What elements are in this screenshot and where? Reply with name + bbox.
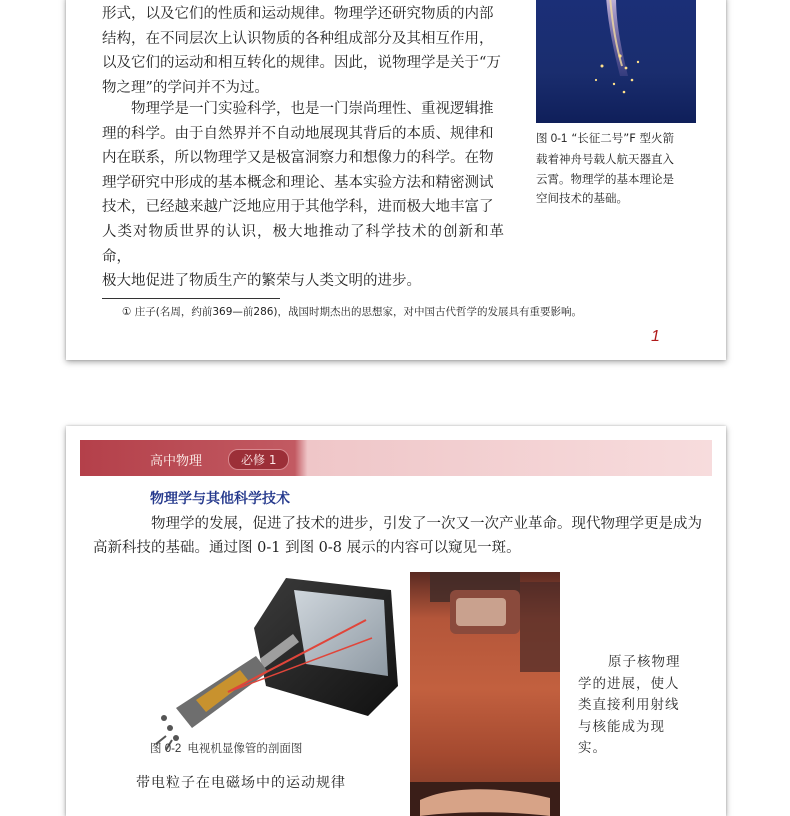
text-line: 物理学的发展，促进了技术的进步，引发了一次又一次产业革命。现代物理学更是成为: [151, 516, 702, 532]
textbook-page-2: [66, 426, 726, 816]
text-line: 结构，在不同层次上认识物质的各种组成部分及其相互作用，: [102, 30, 494, 47]
text-line: 技术，已经越来越广泛地应用于其他学科，进而极大地丰富了: [102, 199, 494, 216]
figure-number: 图 0-1: [536, 133, 568, 145]
caption-line: 原子核物理: [608, 654, 681, 670]
caption-line: [536, 129, 706, 150]
text-line: 高新科技的基础。通过图 0-1 到图 0-8 展示的内容可以窥见一斑。: [93, 540, 521, 556]
caption-line: 类直接利用射线: [578, 697, 680, 713]
footnote: ① 庄子(名周，约前369—前286)，战国时期杰出的思想家，对中国古代哲学的发展具有重要影响。: [122, 306, 583, 318]
text-line: 以及它们的运动和相互转化的规律。因此，说物理学是关于“万: [102, 55, 501, 72]
paragraph-experimental-science: [102, 97, 504, 294]
caption-line: 载着神舟号载人航天器直入: [536, 151, 674, 166]
running-header: [80, 440, 712, 476]
caption-text: “长征二号”F 型火箭: [571, 131, 675, 145]
crt-cross-section-illustration: [136, 568, 416, 756]
header-title: 高中物理: [150, 454, 203, 469]
textbook-page-1: [66, 0, 726, 360]
text-line: 理学研究中形成的基本概念和理论、基本实验方法和精密测试: [102, 174, 494, 191]
radiotherapy-photo: [410, 572, 560, 816]
nuclear-physics-caption: [578, 652, 688, 760]
caption-line: 与核能成为现实。: [578, 718, 665, 756]
text-line: 物理学是一门实验科学，也是一门崇尚理性、重视逻辑推: [131, 101, 494, 117]
page-number: 1: [651, 328, 660, 345]
paragraph-physics-scope: [102, 2, 504, 100]
crt-description: 带电粒子在电磁场中的运动规律: [136, 775, 346, 791]
text-line: 内在联系，所以物理学又是极富洞察力和想像力的科学。在物: [102, 150, 494, 167]
header-badge: 必修 1: [228, 449, 289, 470]
caption-text: 电视机显像管的剖面图: [187, 741, 303, 755]
caption-line: 学的进展，使人: [578, 675, 680, 692]
text-line: 人类对物质世界的认识，极大地推动了科学技术的创新和革命，: [102, 223, 504, 265]
text-line: 物之理”的学问并不为过。: [102, 79, 269, 96]
section-heading: 物理学与其他科学技术: [150, 491, 290, 507]
text-line: 极大地促进了物质生产的繁荣与人类文明的进步。: [102, 273, 421, 290]
caption-line: 云霄。物理学的基本理论是: [536, 171, 674, 186]
caption-line: 空间技术的基础。: [536, 191, 628, 206]
text-line: 形式，以及它们的性质和运动规律。物理学还研究物质的内部: [102, 6, 494, 22]
footnote-divider: [102, 298, 280, 299]
paragraph-physics-technology: [93, 512, 702, 560]
figure-number: 图 0-2: [150, 743, 182, 755]
text-line: 理的科学。由于自然界并不自动地展现其背后的本质、规律和: [102, 125, 494, 142]
figure-0-2-caption: [150, 740, 302, 756]
rocket-launch-photo: [536, 0, 696, 123]
figure-0-1-caption: [536, 129, 706, 209]
